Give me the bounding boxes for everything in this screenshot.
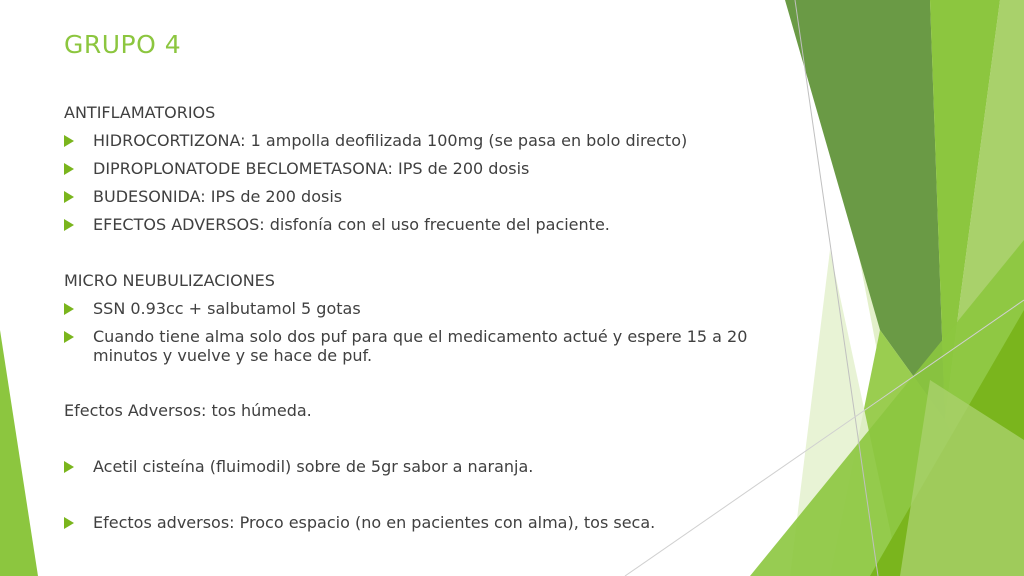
bullet-text: EFECTOS ADVERSOS: disfonía con el uso frecuente del paciente. [93,215,610,234]
bullet-item [93,215,783,234]
bullet-text: Efectos adversos: Proco espacio (no en pacientes con alma), tos seca. [93,513,656,532]
arrow-bullet-icon [64,331,74,343]
bullet-item [93,299,783,318]
bullet-text: Cuando tiene alma solo dos puf para que el medicamento actué y espere 15 a 20 minutos y vuelve y se hace de puf. [93,327,748,365]
heading-antiflamatorios: ANTIFLAMATORIOS [64,103,216,122]
bullet-item [93,513,783,532]
bullet-text: BUDESONIDA: IPS de 200 dosis [93,187,343,206]
bullet-item [93,187,783,206]
arrow-bullet-icon [64,303,74,315]
arrow-bullet-icon [64,135,74,147]
bullet-item [93,457,783,476]
bullet-text: SSN 0.93cc + salbutamol 5 gotas [93,299,361,318]
arrow-bullet-icon [64,191,74,203]
bullet-text: HIDROCORTIZONA: 1 ampolla deofilizada 100mg (se pasa en bolo directo) [93,131,688,150]
right-dark-band [785,0,945,420]
arrow-bullet-icon [64,219,74,231]
arrow-bullet-icon [64,517,74,529]
slide-title: GRUPO 4 [64,30,182,59]
bullet-text: Acetil cisteína (fluimodil) sobre de 5gr sabor a naranja. [93,457,534,476]
left-green-strip [0,330,38,576]
heading-micro-nebulizaciones: MICRO NEUBULIZACIONES [64,271,275,290]
bullet-item [93,131,783,150]
bullet-text: DIPROPLONATODE BECLOMETASONA: IPS de 200 dosis [93,159,530,178]
arrow-bullet-icon [64,461,74,473]
heading-efectos-adversos: Efectos Adversos: tos húmeda. [64,401,312,420]
bullet-item [93,159,783,178]
bullet-item [93,327,783,365]
arrow-bullet-icon [64,163,74,175]
